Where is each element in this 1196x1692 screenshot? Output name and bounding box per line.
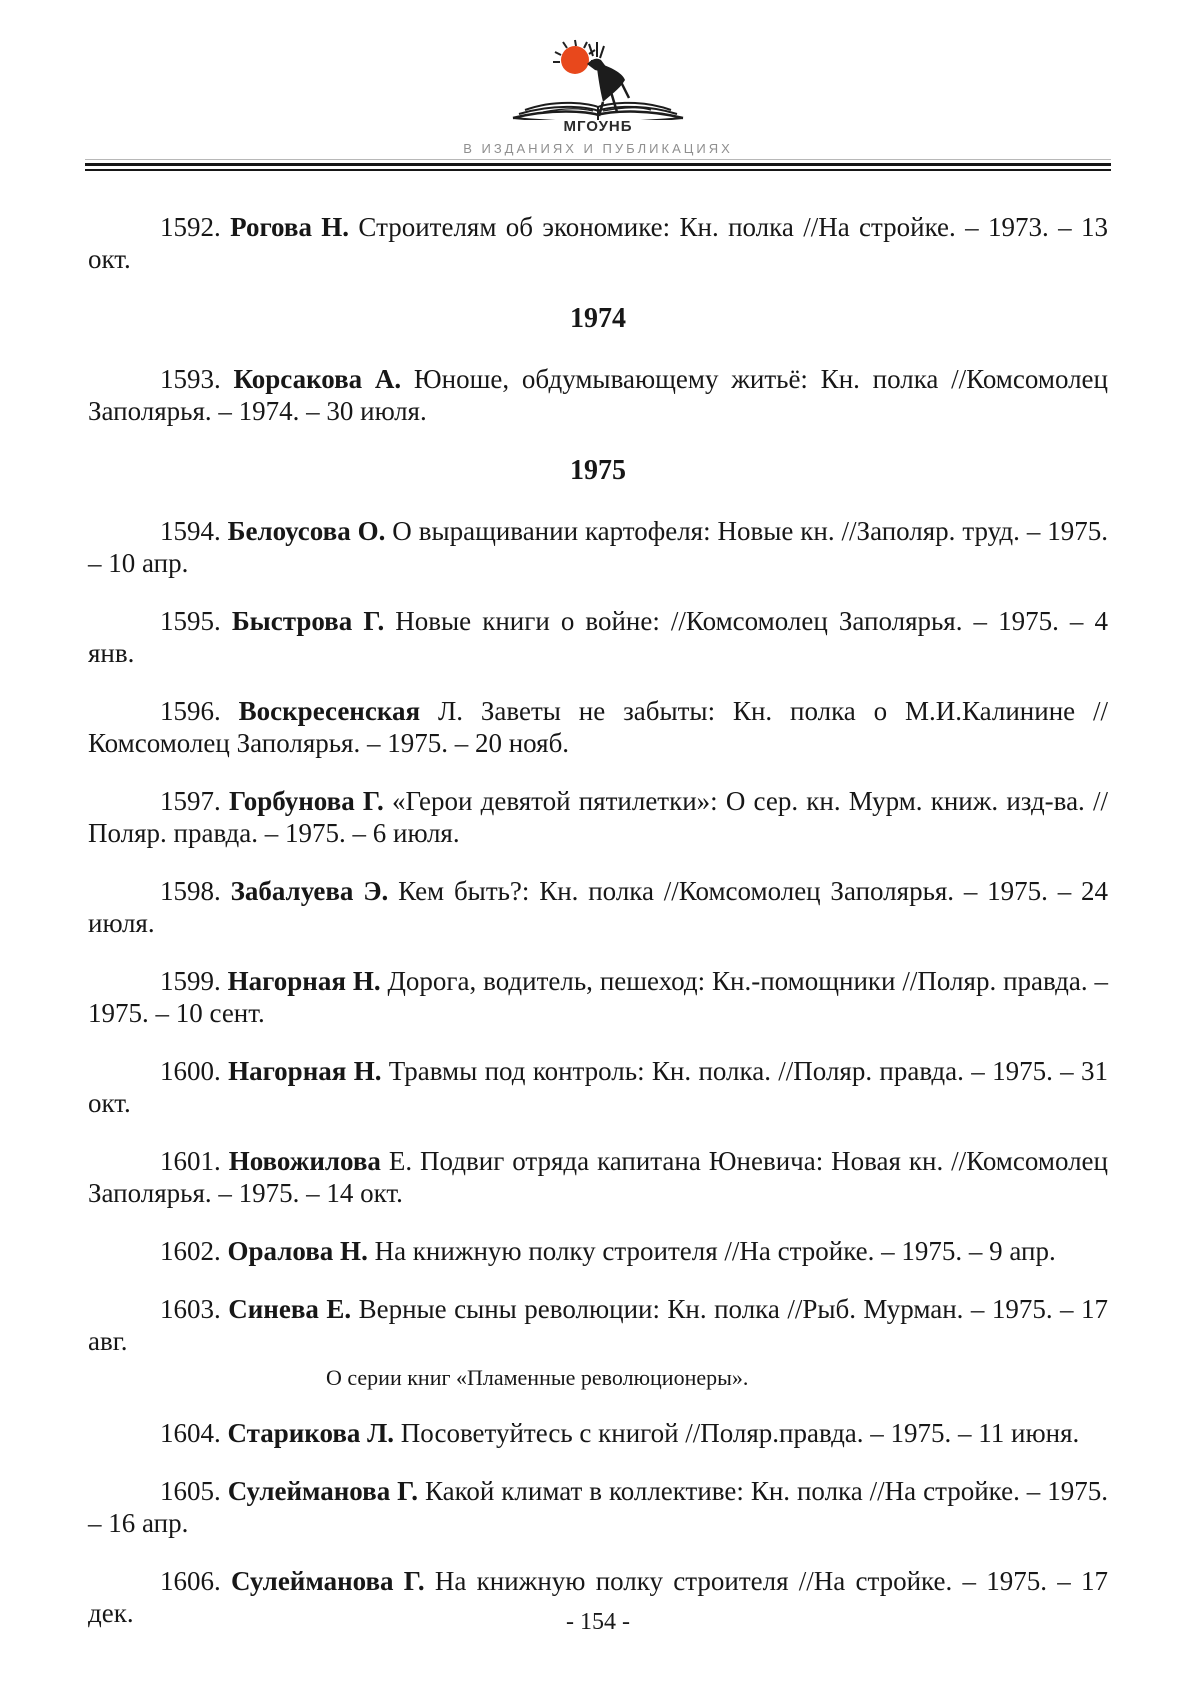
- entry-author: Нагорная Н.: [228, 1056, 382, 1086]
- entry-note: О серии книг «Пламенные революционеры».: [326, 1365, 749, 1390]
- bibliography-entry: [88, 785, 1108, 849]
- entry-number: 1606.: [160, 1566, 232, 1596]
- entry-number: 1593.: [160, 364, 234, 394]
- header-subtitle-row: [85, 140, 1111, 160]
- entry-text: На книжную полку строителя //На стройке. – 1975. – 9 апр.: [367, 1236, 1056, 1266]
- entry-text: На книжную полку строителя //На стройке. – 1975. – 17 дек.: [88, 1566, 1109, 1628]
- logo-acronym: МГОУНБ: [563, 118, 633, 135]
- entry-number: 1597.: [160, 786, 229, 816]
- bibliography-entry: [88, 1475, 1108, 1539]
- entry-text: Новые книги о войне: //Комсомолец Заполярья. – 1975. – 4 янв.: [88, 606, 1108, 668]
- entry-number: 1603.: [160, 1294, 229, 1324]
- entry-number: 1605.: [160, 1476, 228, 1506]
- entry-author: Синева Е.: [228, 1294, 352, 1324]
- entry-text: Л. Заветы не забыты: Кн. полка о М.И.Калинине //Комсомолец Заполярья. – 1975. – 20 нояб.: [88, 696, 1109, 758]
- entry-text: Верные сыны революции: Кн. полка //Рыб. Мурман. – 1975. – 17 авг.: [88, 1294, 1109, 1356]
- entry-author: Быстрова Г.: [231, 606, 385, 636]
- entry-author: Оралова Н.: [227, 1236, 368, 1266]
- entry-author: Воскресенская: [238, 696, 421, 726]
- library-logo: [503, 34, 693, 135]
- entry-number: 1604.: [160, 1418, 228, 1448]
- header-subtitle: В ИЗДАНИЯХ И ПУБЛИКАЦИЯХ: [463, 141, 733, 156]
- header-divider: [85, 163, 1111, 171]
- year-heading: 1975: [570, 455, 626, 486]
- entry-text: Е. Подвиг отряда капитана Юневича: Новая кн. //Комсомолец Заполярья. – 1975. – 14 окт.: [88, 1146, 1108, 1208]
- entry-text: Посоветуйтесь с книгой //Поляр.правда. – 1975. – 11 июня.: [394, 1418, 1080, 1448]
- entry-author: Корсакова А.: [233, 364, 402, 394]
- entry-author: Рогова Н.: [230, 212, 350, 242]
- entry-number: 1594.: [160, 516, 228, 546]
- bibliography-entry: [88, 695, 1108, 759]
- bibliography-entry: [88, 1145, 1108, 1209]
- entry-number: 1595.: [160, 606, 232, 636]
- entry-author: Сулейманова Г.: [227, 1476, 419, 1506]
- bibliography-entry: [88, 515, 1108, 579]
- bibliography-entry: [88, 875, 1108, 939]
- bibliography-entry: [88, 605, 1108, 669]
- bibliography-entry: [88, 965, 1108, 1029]
- entry-number: 1592.: [160, 212, 231, 242]
- bibliography-entry: [88, 211, 1108, 275]
- page-number: - 154 -: [566, 1609, 630, 1635]
- bibliography-entry: [88, 363, 1108, 427]
- entry-author: Сулейманова Г.: [231, 1566, 425, 1596]
- entry-text: Травмы под контроль: Кн. полка. //Поляр. правда. – 1975. – 31 окт.: [88, 1056, 1108, 1118]
- entry-text: Строителям об экономике: Кн. полка //На стройке. – 1973. – 13 окт.: [88, 212, 1108, 274]
- bibliography-entry: [88, 1293, 1108, 1357]
- entry-number: 1601.: [160, 1146, 229, 1176]
- entry-text: «Герои девятой пятилетки»: О сер. кн. Мурм. книж. изд-ва. //Поляр. правда. – 1975. – 6 июля.: [88, 786, 1108, 848]
- entry-author: Новожилова: [228, 1146, 381, 1176]
- entry-text: Юноше, обдумывающему житьё: Кн. полка //Комсомолец Заполярья. – 1974. – 30 июля.: [88, 364, 1108, 426]
- sun-icon: [561, 46, 589, 74]
- entry-author: Забалуева Э.: [230, 876, 389, 906]
- entry-text: О выращивании картофеля: Новые кн. //Заполяр. труд. – 1975. – 10 апр.: [88, 516, 1108, 578]
- year-heading: 1974: [570, 303, 626, 334]
- entry-text: Какой климат в коллективе: Кн. полка //На стройке. – 1975. – 16 апр.: [88, 1476, 1109, 1538]
- bibliography-entry: [88, 1055, 1108, 1119]
- entry-author: Горбунова Г.: [228, 786, 384, 816]
- entry-author: Старикова Л.: [227, 1418, 395, 1448]
- entry-number: 1600.: [160, 1056, 229, 1086]
- bibliography-entry: [88, 1235, 1108, 1267]
- entry-number: 1598.: [160, 876, 231, 906]
- entry-author: Нагорная Н.: [227, 966, 381, 996]
- entry-text: Дорога, водитель, пешеход: Кн.-помощники //Поляр. правда. – 1975. – 10 сент.: [88, 966, 1108, 1028]
- entry-number: 1599.: [160, 966, 228, 996]
- page-header: [0, 0, 1196, 171]
- entry-number: 1602.: [160, 1236, 228, 1266]
- entry-author: Белоусова О.: [227, 516, 386, 546]
- bibliography-list: [0, 171, 1196, 1629]
- entry-text: Кем быть?: Кн. полка //Комсомолец Заполярья. – 1975. – 24 июля.: [88, 876, 1109, 938]
- entry-number: 1596.: [160, 696, 239, 726]
- reindeer-book-logo-icon: [503, 34, 693, 120]
- bibliography-entry: [88, 1417, 1108, 1449]
